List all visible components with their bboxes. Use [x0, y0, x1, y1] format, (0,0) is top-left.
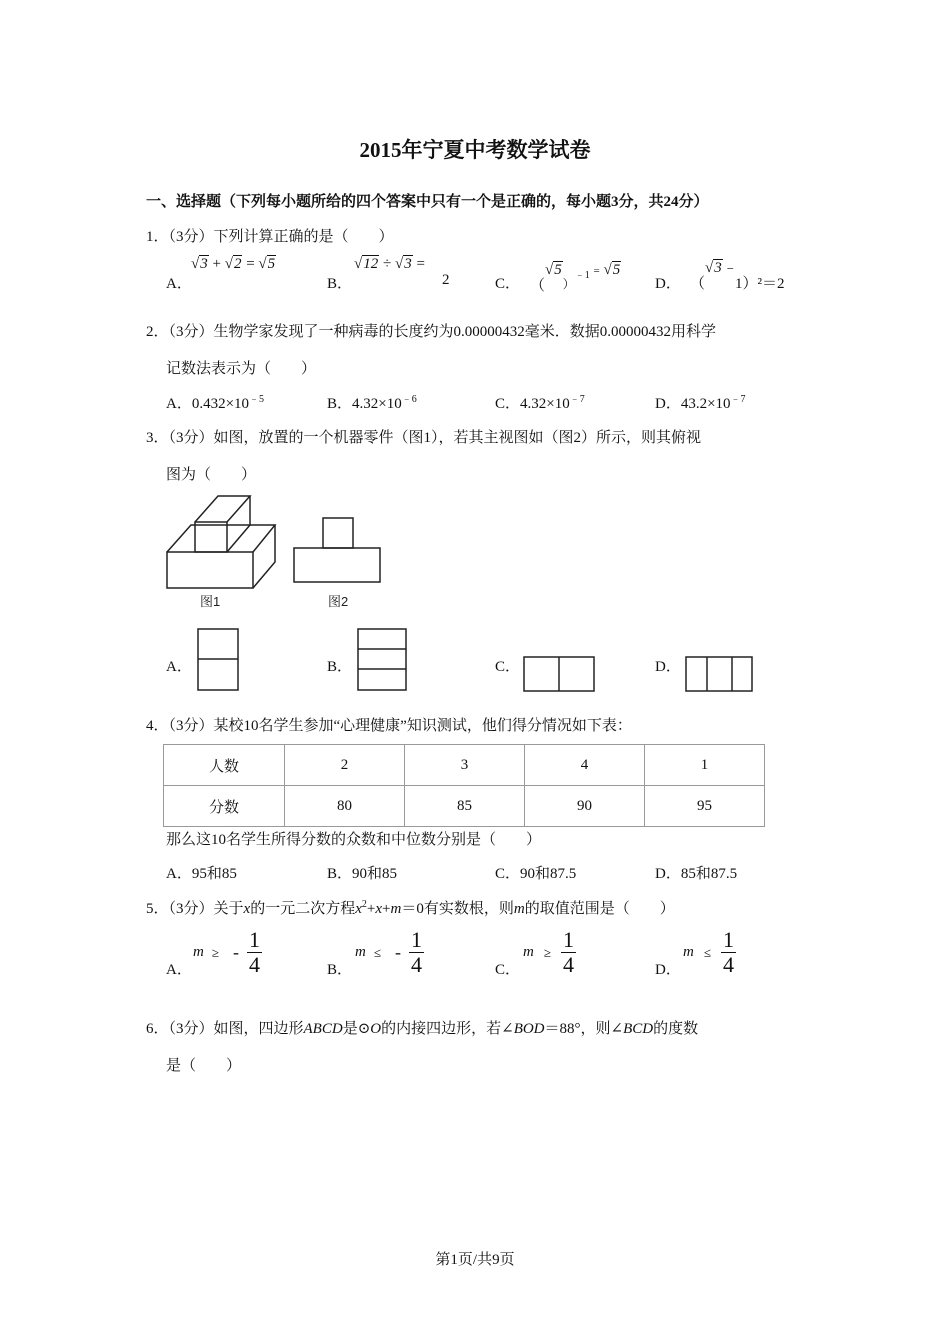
- q3-option-c-label: C．: [495, 659, 521, 675]
- q1-option-b-result: 2: [442, 272, 450, 288]
- q4-option-a: A．95和85: [166, 866, 237, 882]
- table-cell: 2: [285, 745, 405, 786]
- q5-option-a-expr: m ≥ - $\frac{1}{4}$: [193, 927, 260, 977]
- q5-option-d-label: D．: [655, 962, 681, 978]
- table-cell: 85: [405, 786, 525, 827]
- q1-option-d-expr: （√3﹣: [690, 260, 738, 292]
- table-cell: 3: [405, 745, 525, 786]
- q2-line1: 2．（3分）生物学家发现了一种病毒的长度约为0.00000432毫米．数据0.00000432用科学: [146, 324, 717, 340]
- q6-line1: 6．（3分）如图，四边形ABCD是⊙O的内接四边形，若∠BOD＝88°，则∠BCD的度数: [146, 1021, 699, 1037]
- q3-option-d-figure: [684, 655, 756, 695]
- q3-fig1-caption: 图1: [200, 594, 221, 609]
- table-cell: 1: [645, 745, 765, 786]
- table-cell: 90: [525, 786, 645, 827]
- q4-option-b: B．90和85: [327, 866, 398, 882]
- q4-followup: 那么这10名学生所得分数的众数和中位数分别是（ ）: [166, 832, 542, 848]
- q2-option-d: D．$43.2\times 10^{﹣7}$: [655, 394, 746, 412]
- table-row: [164, 745, 765, 786]
- q3-option-a-figure: [196, 627, 242, 693]
- q5-stem: 5．（3分）关于x的一元二次方程$x^2+x+m=0$有实数根，则m的取值范围是（ ）: [146, 899, 675, 917]
- table-cell: 分数: [164, 786, 285, 827]
- q3-line2: 图为（ ）: [166, 467, 257, 483]
- table-cell: 80: [285, 786, 405, 827]
- table-cell: 4: [525, 745, 645, 786]
- q5-option-c-label: C．: [495, 962, 521, 978]
- q3-figures: [160, 490, 400, 615]
- q2-option-c: C．$4.32\times 10^{﹣7}$: [495, 394, 585, 412]
- q1-option-b-expr: √12 ÷ √3 =: [354, 256, 425, 272]
- q3-option-b-label: B．: [327, 659, 353, 675]
- q6-line2: 是（ ）: [166, 1058, 242, 1074]
- q3-option-b-figure: [356, 627, 410, 693]
- q4-stem: 4．（3分）某校10名学生参加“心理健康”知识测试，他们得分情况如下表：: [146, 718, 632, 734]
- q2-line2: 记数法表示为（ ）: [166, 361, 317, 377]
- table-row: [164, 786, 765, 827]
- q5-option-b-label: B．: [327, 962, 353, 978]
- q1-option-d-label: D．: [655, 276, 681, 292]
- q5-option-d-expr: m ≤ $\frac{1}{4}$: [683, 927, 734, 977]
- q1-option-c-label: C．: [495, 276, 521, 292]
- q5-option-b-expr: m ≤ - $\frac{1}{4}$: [355, 927, 422, 977]
- q3-option-c-figure: [522, 655, 598, 695]
- q2-option-a: A．$0.432\times 10^{﹣5}$: [166, 394, 265, 412]
- q5-option-c-expr: m ≥ $\frac{1}{4}$: [523, 927, 574, 977]
- q3-line1: 3．（3分）如图，放置的一个机器零件（图1），若其主视图如（图2）所示，则其俯视: [146, 430, 702, 446]
- q5-option-a-label: A．: [166, 962, 192, 978]
- q3-fig2-caption: 图2: [328, 594, 349, 609]
- q1-stem: 1．（3分）下列计算正确的是（ ）: [146, 229, 394, 245]
- q1-option-a-expr: √3 + √2 = √5: [191, 256, 276, 272]
- q1-option-a-label: A．: [166, 276, 192, 292]
- q3-option-d-label: D．: [655, 659, 681, 675]
- q3-option-a-label: A．: [166, 659, 192, 675]
- q1-option-c-expr: （$√5_)^{﹣1} = √5$: [530, 262, 621, 294]
- q1-option-b-label: B．: [327, 276, 353, 292]
- page-title: 2015年宁夏中考数学试卷: [359, 138, 591, 162]
- q2-option-b: B．$4.32\times 10^{﹣6}$: [327, 394, 417, 412]
- q4-option-c: C．90和87.5: [495, 866, 577, 882]
- q4-option-d: D．85和87.5: [655, 866, 738, 882]
- table-cell: 95: [645, 786, 765, 827]
- section-heading: 一、选择题（下列每小题所给的四个答案中只有一个是正确的，每小题3分，共24分）: [146, 194, 709, 210]
- q4-score-table: [163, 744, 765, 827]
- q1-option-d-tail: 1）²＝2: [735, 276, 785, 292]
- page-footer: 第1页/共9页: [435, 1252, 515, 1268]
- table-cell: 人数: [164, 745, 285, 786]
